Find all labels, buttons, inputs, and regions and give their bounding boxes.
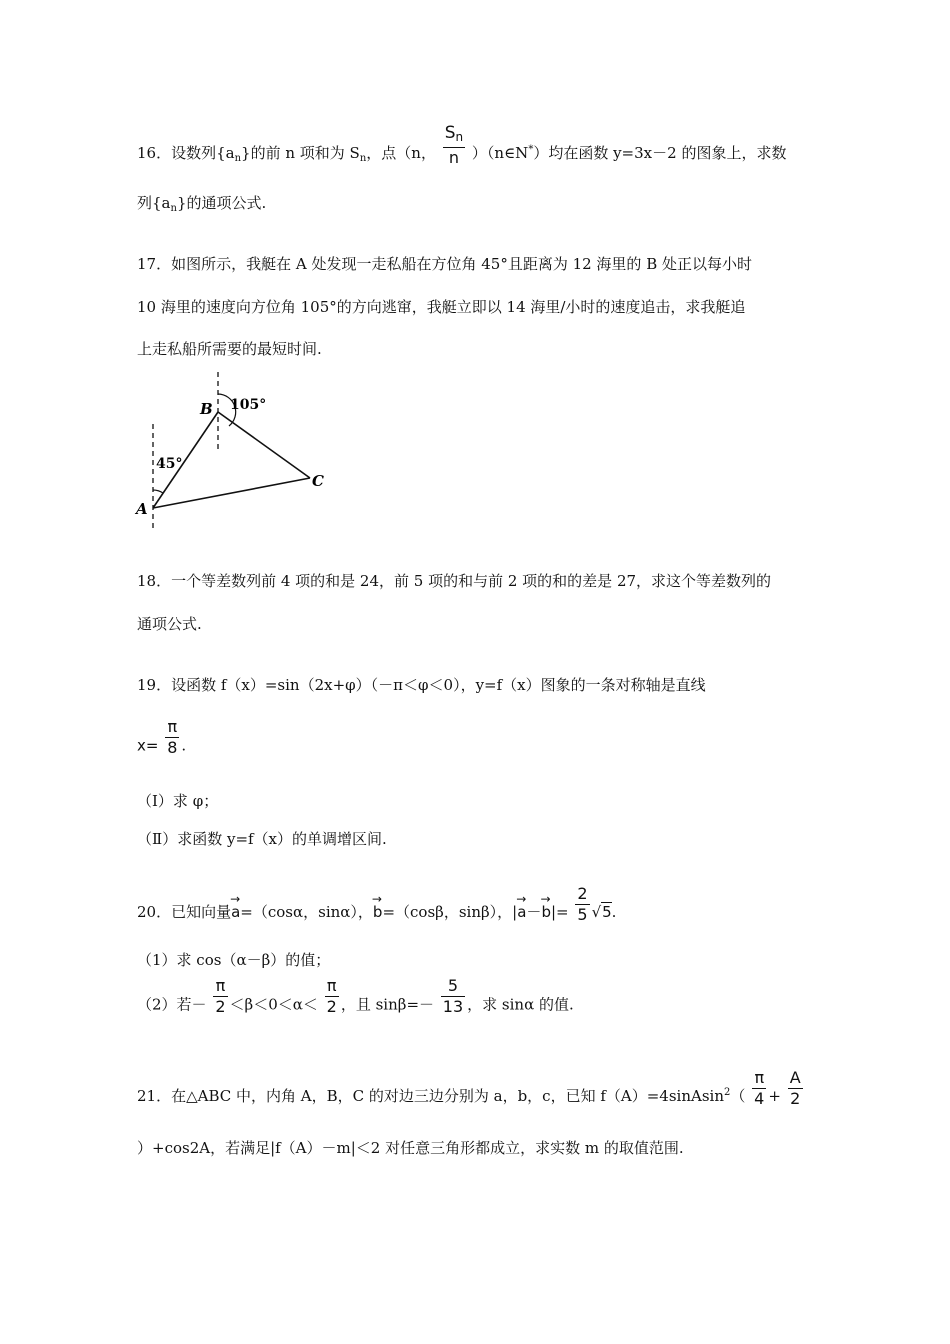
q18-line1: 18．一个等差数列前 4 项的和是 24，前 5 项的和与前 2 项的和的差是 27，求这个等差数列的 xyxy=(137,572,772,590)
fraction-pi-over-4: $\frac{\pi}{4}$ xyxy=(754,1067,765,1108)
q17-line1: 17．如图所示，我艇在 A 处发现一走私船在方位角 45°且距离为 12 海里的 B 处正以每小时 xyxy=(137,255,752,273)
q21-line1: 21．在△ABC 中，内角 A，B，C 的对边三边分别为 a，b，c，已知 f（A）=4sinAsin$^2$（ $\frac{\pi}{4}$ + $\frac{A}{2}$ xyxy=(137,1067,801,1108)
q16-line1: 16．设数列$\{a_n\}$的前 n 项和为 $S_n$，点（n， $\frac{S_n}{n}$ ）（n∈N*）均在函数 y=3x－2 的图象上，求数 xyxy=(137,122,787,167)
q20-line1: 20．已知向量→ a=（cosα，sinα），→ b=（cosβ，sinβ），|→ a－→ b|= $\frac{2}{5}$ √5. xyxy=(137,898,616,925)
vector-a: → a xyxy=(231,898,240,922)
q20-part1: （1）求 cos（α－β）的值； xyxy=(137,951,331,969)
angle-label-b: 105° xyxy=(230,397,267,413)
vertex-label-a: A xyxy=(136,500,148,518)
fraction-sn-over-n: $\frac{S_n}{n}$ xyxy=(444,122,464,167)
angle-arc-a xyxy=(153,490,163,493)
fraction-5-over-13: $\frac{5}{13}$ xyxy=(442,976,464,1016)
vector-b: → b xyxy=(373,898,383,922)
fraction-2-over-5: $\frac{2}{5}$ xyxy=(577,883,588,924)
q18-line2: 通项公式. xyxy=(137,615,202,633)
subscript-n: n xyxy=(234,153,242,164)
q20-part2: （2）若－ $\frac{\pi}{2}$ ＜β＜0＜α＜ $\frac{\pi}{2}$ ，且 sinβ=－ $\frac{5}{13}$ ，求 sinα 的值. xyxy=(137,976,574,1016)
q19-part1: （Ⅰ）求 φ； xyxy=(137,792,219,810)
fraction-a-over-2: $\frac{A}{2}$ xyxy=(789,1067,801,1108)
q16-line2: 列$\{a_n\}$的通项公式. xyxy=(137,194,267,214)
q17-line2: 10 海里的速度向方位角 105°的方向逃窜，我艇立即以 14 海里/小时的速度追击，求我艇追 xyxy=(137,298,746,316)
q17-line3: 上走私船所需要的最短时间. xyxy=(137,340,322,358)
angle-label-a: 45° xyxy=(156,456,183,472)
q19-part2: （Ⅱ）求函数 y=f（x）的单调增区间. xyxy=(137,830,387,848)
q17-triangle-figure xyxy=(130,368,350,538)
sqrt-5: √5 xyxy=(591,903,612,921)
vertex-label-c: C xyxy=(312,472,324,490)
q19-equation: x= $\frac{\pi}{8}$ . xyxy=(137,717,187,757)
vector-a: → a xyxy=(517,898,526,922)
q19-line1: 19．设函数 f（x）=sin（2x+φ）（－π＜φ＜0），y=f（x）图象的一条对称轴是直线 xyxy=(137,676,706,694)
subscript-n: n xyxy=(359,153,367,164)
q21-line2: ）+cos2A，若满足|f（A）－m|＜2 对任意三角形都成立，求实数 m 的取值范围. xyxy=(137,1139,684,1157)
fraction-pi-over-8: $\frac{\pi}{8}$ xyxy=(167,717,178,757)
fraction-pi-over-2: $\frac{\pi}{2}$ xyxy=(326,976,337,1016)
vertex-label-b: B xyxy=(200,400,213,418)
fraction-pi-over-2: $\frac{\pi}{2}$ xyxy=(215,976,226,1016)
segment-ac xyxy=(153,478,310,508)
segment-bc xyxy=(218,412,310,478)
vector-b: → b xyxy=(541,898,551,922)
